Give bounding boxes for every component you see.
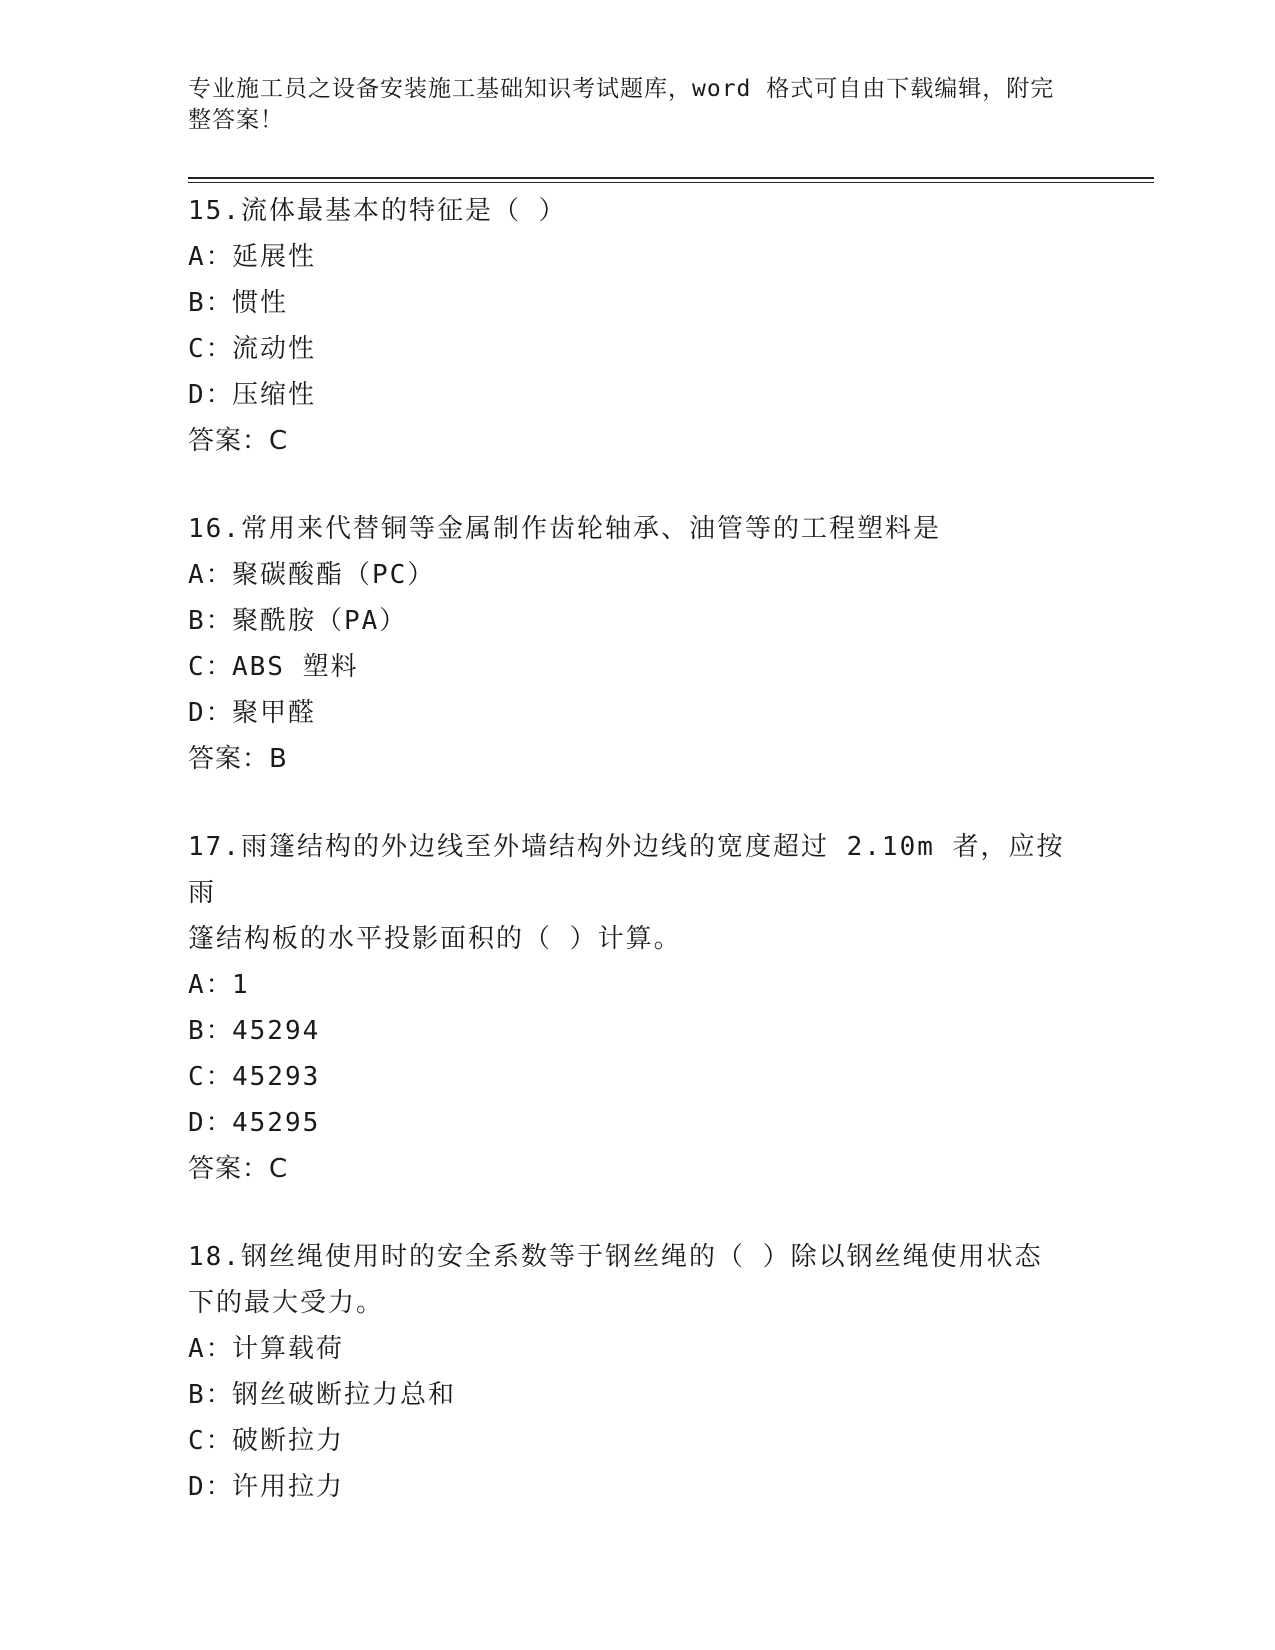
option-c [188, 1054, 1088, 1100]
option-letter: D： [188, 1472, 234, 1502]
header-line-2: 整答案！ [188, 107, 284, 133]
option-letter: C： [188, 652, 234, 682]
option-text: 惯性 [232, 288, 289, 318]
question-stem: 18.钢丝绳使用时的安全系数等于钢丝绳的（ ）除以钢丝绳使用状态 [188, 1242, 1043, 1272]
option-text: 许用拉力 [232, 1472, 345, 1502]
option-letter: B： [188, 288, 234, 318]
question-gap [188, 464, 1088, 506]
option-text: ABS 塑料 [232, 652, 359, 682]
option-b [188, 1372, 1088, 1418]
option-letter: D： [188, 380, 234, 410]
option-text: 钢丝破断拉力总和 [232, 1380, 457, 1410]
option-letter: B： [188, 1016, 234, 1046]
option-a [188, 234, 1088, 280]
question-18 [188, 1234, 1088, 1510]
option-letter: B： [188, 606, 234, 636]
option-c [188, 326, 1088, 372]
answer-line: 答案：B [188, 744, 288, 774]
option-letter: A： [188, 970, 234, 1000]
option-letter: C： [188, 1426, 234, 1456]
question-17 [188, 824, 1088, 1192]
option-c [188, 1418, 1088, 1464]
option-letter: A： [188, 1334, 234, 1364]
option-text: 45295 [232, 1108, 321, 1138]
question-stem: 17.雨篷结构的外边线至外墙结构外边线的宽度超过 2.10m 者，应按雨 [188, 832, 1065, 908]
option-b [188, 280, 1088, 326]
question-stem: 16.常用来代替铜等金属制作齿轮轴承、油管等的工程塑料是 [188, 514, 941, 544]
option-text: 延展性 [232, 242, 317, 272]
option-c [188, 644, 1088, 690]
question-gap [188, 1192, 1088, 1234]
answer-line: 答案：C [188, 426, 289, 456]
option-b [188, 598, 1088, 644]
question-16 [188, 506, 1088, 782]
option-d [188, 1100, 1088, 1146]
question-stem-continued: 篷结构板的水平投影面积的（ ）计算。 [188, 924, 682, 954]
header-line-1: 专业施工员之设备安装施工基础知识考试题库，word 格式可自由下载编辑，附完 [188, 76, 1055, 102]
question-stem: 15.流体最基本的特征是（ ） [188, 196, 567, 226]
question-gap [188, 782, 1088, 824]
option-text: 聚甲醛 [232, 698, 317, 728]
option-text: 计算载荷 [232, 1334, 345, 1364]
question-stem-continued: 下的最大受力。 [188, 1288, 385, 1318]
option-letter: D： [188, 1108, 234, 1138]
option-text: 1 [232, 970, 250, 1000]
header-divider-thick [188, 177, 1154, 179]
option-d [188, 372, 1088, 418]
option-letter: C： [188, 334, 234, 364]
option-text: 流动性 [232, 334, 317, 364]
option-letter: C： [188, 1062, 234, 1092]
header-divider-thin [188, 182, 1154, 183]
option-letter: A： [188, 560, 234, 590]
option-d [188, 690, 1088, 736]
option-a [188, 552, 1088, 598]
option-letter: D： [188, 698, 234, 728]
option-text: 聚酰胺（PA） [232, 606, 408, 636]
answer-line: 答案：C [188, 1154, 289, 1184]
option-text: 破断拉力 [232, 1426, 345, 1456]
option-a [188, 962, 1088, 1008]
option-text: 45293 [232, 1062, 321, 1092]
option-letter: A： [188, 242, 234, 272]
question-15 [188, 188, 1088, 464]
option-b [188, 1008, 1088, 1054]
option-d [188, 1464, 1088, 1510]
document-header [188, 74, 1088, 136]
question-list [188, 188, 1088, 1510]
option-a [188, 1326, 1088, 1372]
option-letter: B： [188, 1380, 234, 1410]
option-text: 45294 [232, 1016, 321, 1046]
option-text: 压缩性 [232, 380, 317, 410]
option-text: 聚碳酸酯（PC） [232, 560, 436, 590]
